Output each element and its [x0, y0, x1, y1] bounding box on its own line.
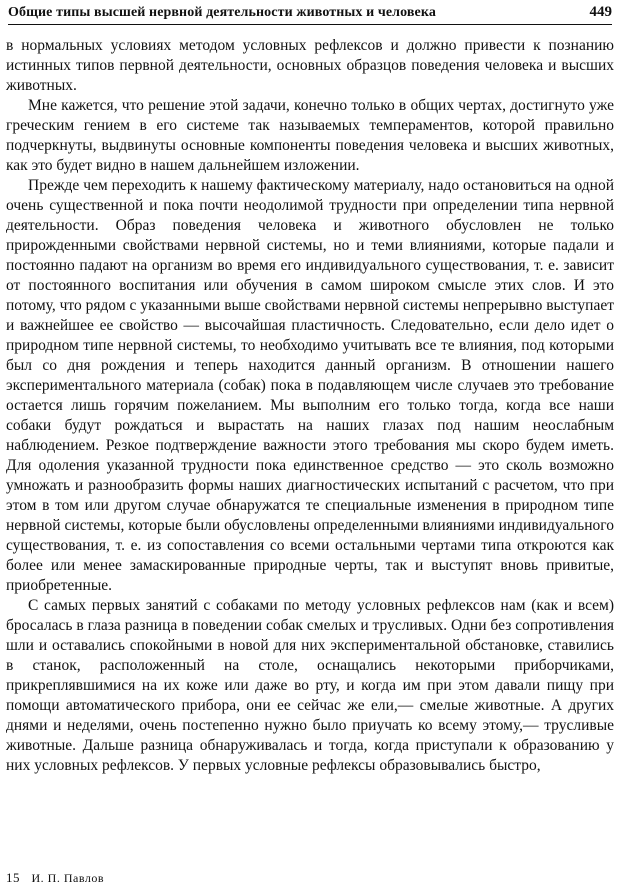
page-number: 449 [589, 4, 612, 20]
signature-mark: 15 [6, 870, 20, 885]
header-rule [8, 24, 612, 25]
running-title: Общие типы высшей нервной деятельности животных и человека [8, 5, 436, 20]
running-header [8, 4, 612, 24]
page-footer [6, 870, 104, 886]
body-text [6, 36, 614, 776]
paragraph-4: С самых первых занятий с собаками по методу условных рефлексов нам (как и всем) бросалась в глаза разница в поведении собак смелых и трусливых. Одни без сопротивления шли и оставались спокойными в новой для них экспериментальной обстановке, ставились в станок, расположенный на столе, оснащались некоторыми приборчиками, прикреплявшимися на их коже или даже во рту, и когда им при этом давали пищу при помощи автоматического прибора, они ее сейчас же ели,— смелые животные. А других днями и неделями, очень постепенно нужно было приучать ко всему этому,— трусливые животные. Дальше разница обнаруживалась и тогда, когда приступали к образованию у них условных рефлексов. У первых условные рефлексы образовывались быстро, [6, 597, 614, 774]
paragraph-1: в нормальных условиях методом условных рефлексов и должно привести к познанию истинных типов первной деятельности, основных образцов поведения человека и высших животных. [6, 37, 614, 94]
author-name: И. П. Павлов [31, 871, 104, 885]
paragraph-2: Мне кажется, что решение этой задачи, конечно только в общих чертах, достигнуто уже греческим гением в его системе так называемых темпераментов, которой правильно подчеркнуты, выдвинуты основные компоненты поведения человека и высших животных, как это будет видно в нашем дальнейшем изложении. [6, 97, 614, 174]
paragraph-3: Прежде чем переходить к нашему фактическому материалу, надо остановиться на одной очень существенной и пока почти неодолимой трудности при определении типа нервной деятельности. Образ поведения человека и животного обусловлен не только прирожденными свойствами нервной системы, но и теми влияниями, которые падали и постоянно падают на организм во время его индивидуального существования, т. е. зависит от постоянного воспитания или обучения в самом широком смысле этих слов. И это потому, что рядом с указанными выше свойствами нервной системы непрерывно выступает и важнейшее ее свойство — высочайшая пластичность. Следовательно, если дело идет о природном типе нервной системы, то необходимо учитывать все те влияния, под которыми был со дня рождения и теперь находится данный организм. В отношении нашего экспериментального материала (собак) пока в подавляющем числе случаев это требование остается лишь горячим пожеланием. Мы выполним его только тогда, когда все наши собаки будут рождаться и вырастать на наших глазах под нашим неослабным наблюдением. Резкое подтверждение важности этого требования мы скоро будем иметь. Для одоления указанной трудности пока единственное средство — это сколь возможно умножать и разнообразить формы наших диагностических испытаний с расчетом, что при этом в том или другом случае обнаружатся те специальные изменения в природном типе нервной системы, которые были обусловлены определенными влияниями индивидуального существования, т. е. из сопоставления со всеми остальными чертами типа откроются как более или менее замаскированные природные черты, так и выступят вновь привитые, приобретенные. [6, 177, 614, 594]
